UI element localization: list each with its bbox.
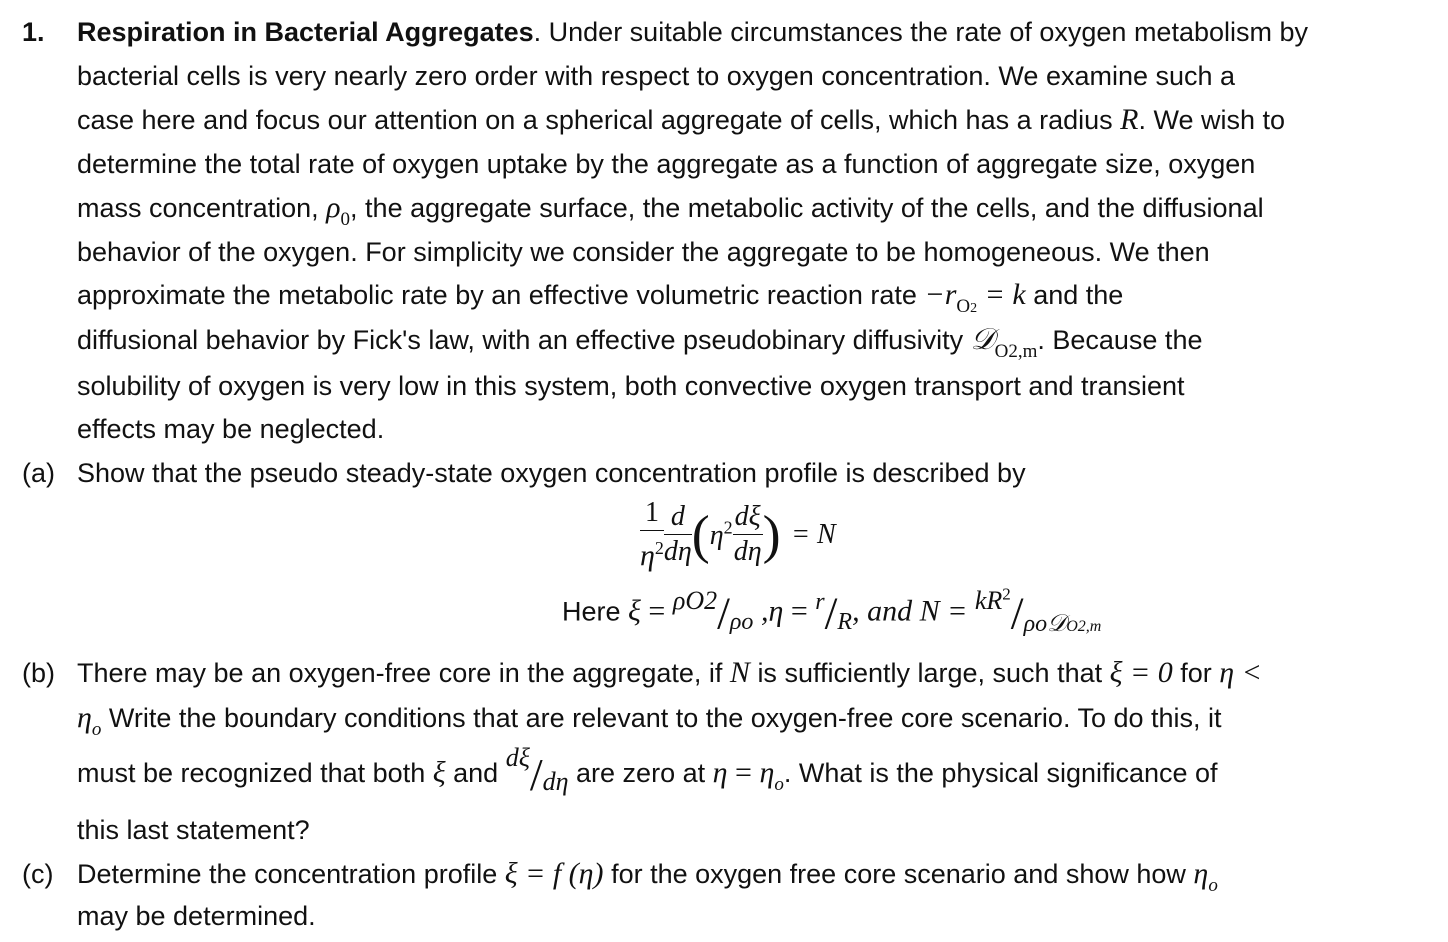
problem-line-6: behavior of the oxygen. For simplicity we consider the aggregate to be homogeneous. We then bbox=[77, 237, 1210, 267]
problem-line-10: effects may be neglected. bbox=[77, 414, 385, 444]
equation-definitions: Here ξ = ρO2/ρo ,η = r/R, and $N = kR^2/\rho o𝒟O2,m$ bbox=[562, 584, 1102, 639]
part-c-line-2: may be determined. bbox=[77, 901, 316, 931]
part-b-line-3: must be recognized that both ξ and dξ/dη are zero at $\eta = \eta_o$. What is the physical significance of bbox=[77, 743, 1218, 800]
problem-line-3: case here and focus our attention on a spherical aggregate of cells, which has a radius R. We wish to bbox=[77, 103, 1286, 136]
problem-line-9: solubility of oxygen is very low in this system, both convective oxygen transport and transient bbox=[77, 371, 1185, 401]
problem-title: Respiration in Bacterial Aggregates bbox=[77, 17, 534, 47]
part-b-line-4: this last statement? bbox=[77, 815, 310, 845]
equation-ode: $\frac{1}{\eta^2}$ $\frac{d}{d\eta}$ ($\eta^2$ $\frac{d\xi}{d\eta}$ ) = N bbox=[640, 497, 836, 572]
problem-line-2: bacterial cells is very nearly zero order with respect to oxygen concentration. We examine such a bbox=[77, 61, 1236, 91]
part-b-line-2: $\eta_o$ Write the boundary conditions that are relevant to the oxygen-free core scenario. To do this, it bbox=[77, 701, 1222, 740]
problem-number: 1. bbox=[22, 17, 45, 47]
problem-line-8: diffusional behavior by Fick's law, with an effective pseudobinary diffusivity 𝒟$_{O2,m}$. Because the bbox=[77, 323, 1203, 362]
problem-line-4: determine the total rate of oxygen uptake by the aggregate as a function of aggregate size, oxygen bbox=[77, 149, 1256, 179]
diffusivity-symbol: 𝒟 bbox=[970, 323, 995, 356]
problem-line-7: approximate the metabolic rate by an effective volumetric reaction rate $-r_{O2} = k$ and the bbox=[77, 278, 1124, 317]
problem-line-5: mass concentration, $\rho_0$, the aggregate surface, the metabolic activity of the cells, and the diffusional bbox=[77, 191, 1264, 230]
